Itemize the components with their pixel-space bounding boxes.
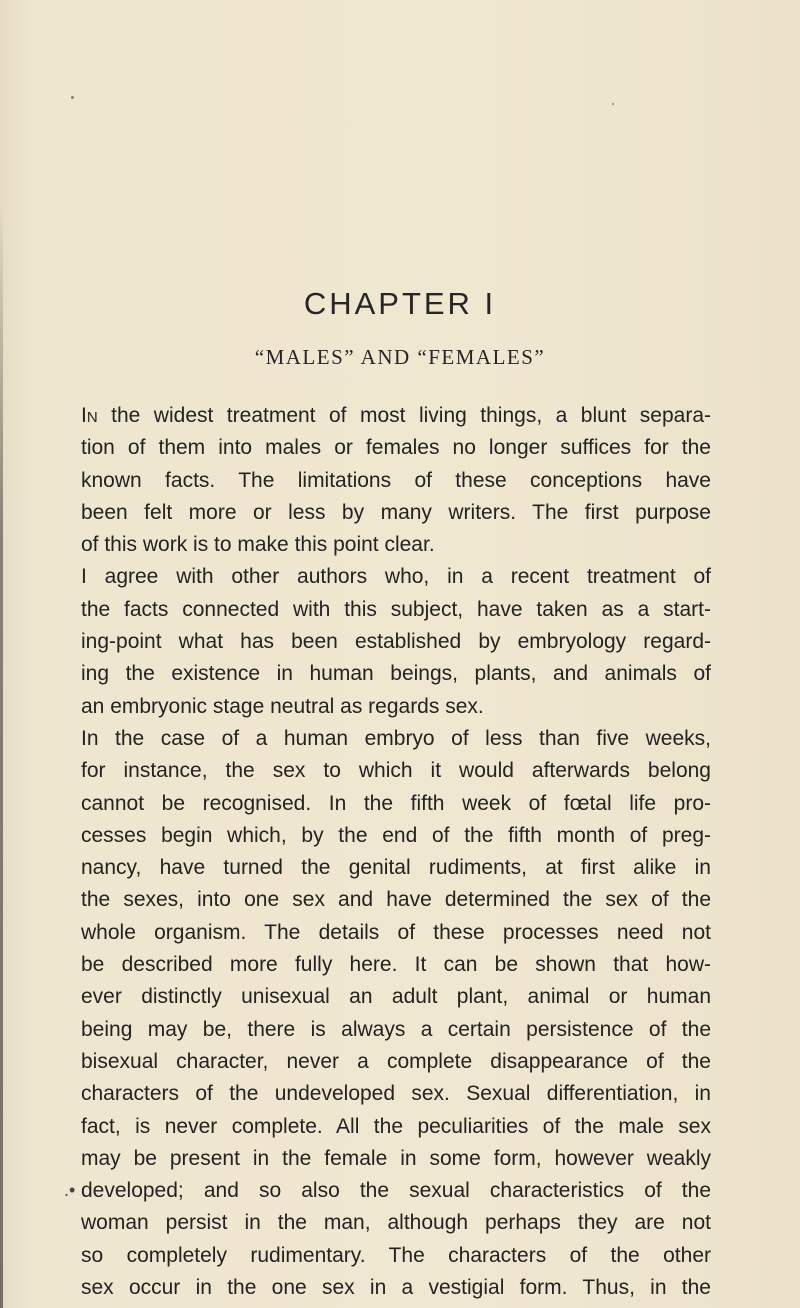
text-line: nancy, have turned the genital rudiments, at first alike in (81, 856, 711, 880)
text-line: be described more fully here. It can be shown that how- (81, 953, 711, 977)
text-line: cesses begin which, by the end of the fifth month of preg- (81, 823, 711, 847)
text-line: an embryonic stage neutral as regards sex. (81, 694, 484, 718)
text-line: fact, is never complete. All the peculiarities of the male sex (81, 1114, 711, 1138)
chapter-heading: CHAPTER I (303, 286, 497, 321)
text-line: I agree with other authors who, in a recent treatment of (81, 565, 711, 589)
text-line: of this work is to make this point clear. (81, 533, 435, 557)
text-line: for instance, the sex to which it would afterwards belong (81, 759, 711, 783)
text-line: being may be, there is always a certain persistence of the (81, 1017, 711, 1041)
text-line: ing-point what has been established by embryology regard- (81, 630, 711, 654)
text-line: cannot be recognised. In the fifth week of fœtal life pro- (81, 791, 711, 815)
body-text (81, 400, 711, 1304)
text-line: known facts. The limitations of these conceptions have (81, 468, 711, 492)
text-line: In the widest treatment of most living things, a blunt separa- (81, 404, 711, 427)
chapter-subtitle: “MALES” AND “FEMALES” (254, 345, 546, 369)
text-line: ing the existence in human beings, plants, and animals of (81, 662, 711, 686)
text-line: ever distinctly unisexual an adult plant, animal or human (81, 985, 711, 1009)
text-line: so completely rudimentary. The characters of the other (81, 1243, 711, 1267)
text-line: bisexual character, never a complete disappearance of the (81, 1049, 711, 1073)
paragraph-lead-word: In (81, 404, 98, 427)
margin-mark: .• (64, 1180, 76, 1200)
paper-speck (71, 96, 74, 99)
paper-speck (612, 103, 614, 105)
text-line: whole organism. The details of these processes need not (81, 920, 711, 944)
text-line: may be present in the female in some form, however weakly (81, 1146, 711, 1170)
text-line: the sexes, into one sex and have determined the sex of the (81, 888, 711, 912)
text-line: the facts connected with this subject, have taken as a start- (81, 597, 711, 621)
text-line: In the case of a human embryo of less than five weeks, (81, 726, 711, 750)
text-line: developed; and so also the sexual characteristics of the (81, 1179, 711, 1203)
text-line: been felt more or less by many writers. The first purpose (81, 500, 711, 524)
text-line: woman persist in the man, although perhaps they are not (81, 1211, 711, 1235)
text-line: sex occur in the one sex in a vestigial form. Thus, in the (81, 1276, 711, 1300)
text-line: tion of them into males or females no longer suffices for the (81, 436, 711, 460)
text-line: characters of the undeveloped sex. Sexual differentiation, in (81, 1082, 711, 1106)
